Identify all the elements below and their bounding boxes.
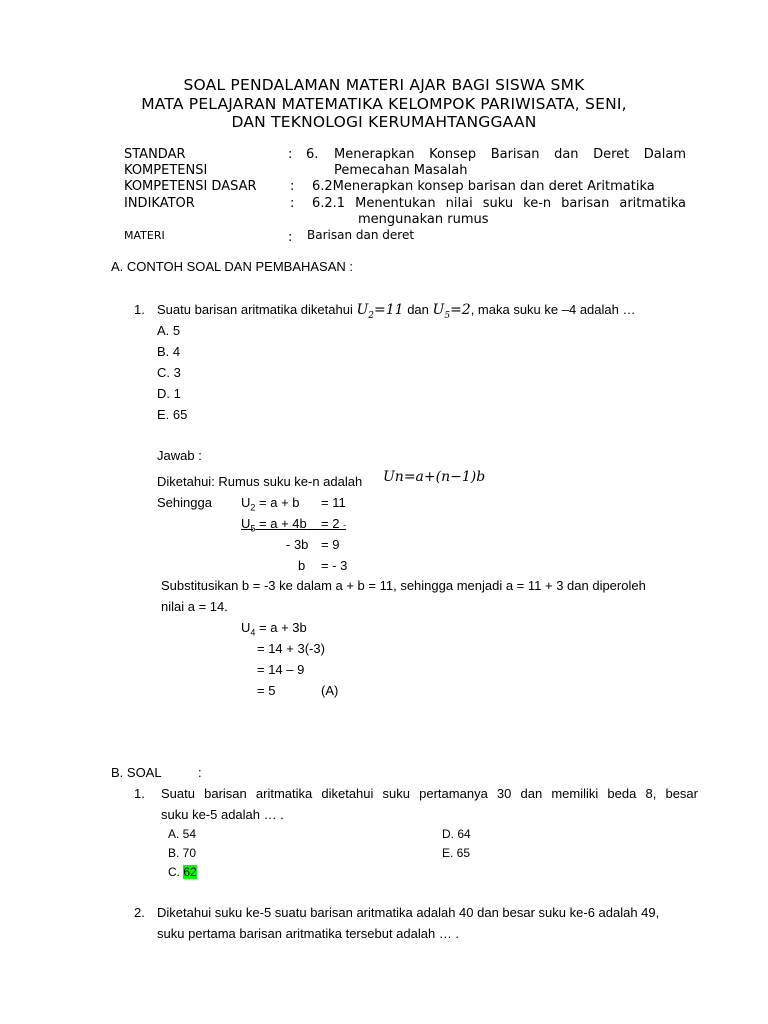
soal-1-option-b: B. 70: [168, 846, 197, 860]
doc-title-line-3: DAN TEKNOLOGI KERUMAHTANGGAAN: [231, 113, 537, 131]
soal-1-line-1: Suatu barisan aritmatika diketahui suku pertamanya 30 dan memiliki beda 8, besar: [161, 786, 698, 801]
u4-line-3: = 14 – 9: [257, 662, 305, 677]
option-c: C. 3: [157, 365, 181, 380]
question-text-pre: Suatu barisan aritmatika diketahui: [157, 302, 353, 317]
soal-2-number: 2.: [134, 905, 145, 920]
u5-symbol: $U_5$: [432, 302, 451, 321]
indikator-label: INDIKATOR: [124, 196, 195, 211]
materi-colon: :: [288, 230, 293, 245]
step-diff: - 3b: [286, 537, 309, 552]
section-a-heading: A. CONTOH SOAL DAN PEMBAHASAN :: [111, 259, 353, 274]
example-question-text: [157, 302, 635, 321]
indikator-value-line-2: mengunakan rumus: [358, 212, 489, 227]
materi-label: MATERI: [124, 229, 165, 242]
soal-1-option-c: [168, 865, 197, 879]
step-u5-expr: = a + 4b: [259, 516, 307, 531]
soal-1-option-d: D. 64: [442, 827, 471, 841]
step-u5: $U_5 = a + 4b$: [241, 516, 307, 534]
u4-line-1: $U_4 = a + 3b$: [241, 620, 307, 638]
kompetensi-dasar-label: KOMPETENSI DASAR: [124, 179, 257, 194]
u2-symbol: $U_2$: [356, 302, 375, 321]
soal-1-option-a: A. 54: [168, 827, 197, 841]
diketahui-text: Diketahui: Rumus suku ke-n adalah: [157, 474, 363, 489]
kompetensi-dasar-value: 6.2Menerapkan konsep barisan dan deret Aritmatika: [312, 179, 655, 194]
kompetensi-label: KOMPETENSI: [124, 163, 208, 178]
example-question-number: 1.: [134, 302, 145, 317]
materi-value: Barisan dan deret: [307, 228, 415, 242]
standar-label: STANDAR: [124, 147, 186, 162]
option-e: E. 65: [157, 407, 188, 422]
question-text-mid: dan: [407, 302, 429, 317]
step-u2-result: = 11: [321, 495, 346, 510]
step-b-result: = - 3: [321, 558, 348, 573]
substitution-line-2: nilai a = 14.: [161, 599, 228, 614]
indikator-value-line-1: 6.2.1 Menentukan nilai suku ke-n barisan aritmatika: [312, 196, 686, 211]
soal-1-option-c-highlighted-value: 62: [183, 865, 197, 879]
option-b: B. 4: [157, 344, 181, 359]
step-u2-expr: = a + b: [259, 495, 300, 510]
section-b-colon: :: [198, 765, 202, 780]
u4-line-1-expr: = a + 3b: [259, 620, 307, 635]
step-u5-result-value: = 2: [321, 516, 340, 531]
u4-line-4: = 5: [257, 683, 276, 698]
soal-1-option-c-label: C.: [168, 865, 184, 879]
kompetensi-dasar-colon: :: [290, 179, 295, 194]
soal-1-option-e: E. 65: [442, 846, 471, 860]
u2-value: =11: [374, 302, 404, 318]
question-text-post: , maka suku ke –4 adalah …: [470, 302, 636, 317]
soal-2-line-1: Diketahui suku ke-5 suatu barisan aritmatika adalah 40 dan besar suku ke-6 adalah 49,: [157, 905, 660, 920]
section-b-heading: B. SOAL: [111, 765, 162, 780]
option-d: D. 1: [157, 386, 181, 401]
soal-1-line-2: suku ke-5 adalah … .: [161, 807, 284, 822]
sehingga-label: Sehingga: [157, 495, 212, 510]
step-diff-result: = 9: [321, 537, 340, 552]
standar-number: 6.: [306, 147, 319, 162]
step-b: b: [298, 558, 306, 573]
option-a: A. 5: [157, 323, 181, 338]
standar-value-line-2: Pemecahan Masalah: [334, 163, 468, 178]
formula-un: Un=a+(n−1)b: [383, 469, 486, 485]
doc-title-line-2: MATA PELAJARAN MATEMATIKA KELOMPOK PARIWISATA, SENI,: [141, 95, 627, 113]
u4-answer: (A): [321, 683, 339, 698]
u4-line-2: = 14 + 3(-3): [257, 641, 325, 656]
step-u5-result: = 2 -: [321, 516, 347, 531]
substitution-line-1: Substitusikan b = -3 ke dalam a + b = 11, sehingga menjadi a = 11 + 3 dan diperoleh: [161, 578, 646, 593]
jawab-label: Jawab :: [157, 448, 202, 463]
soal-1-number: 1.: [134, 786, 145, 801]
indikator-colon: :: [290, 196, 295, 211]
standar-value-line-1: Menerapkan Konsep Barisan dan Deret Dalam: [334, 147, 686, 162]
step-u2: $U_2 = a + b$: [241, 495, 300, 513]
standar-colon: :: [288, 147, 293, 162]
u5-value: =2: [450, 302, 471, 318]
doc-title-line-1: SOAL PENDALAMAN MATERI AJAR BAGI SISWA SMK: [183, 76, 585, 94]
soal-2-line-2: suku pertama barisan aritmatika tersebut adalah … .: [157, 926, 460, 941]
